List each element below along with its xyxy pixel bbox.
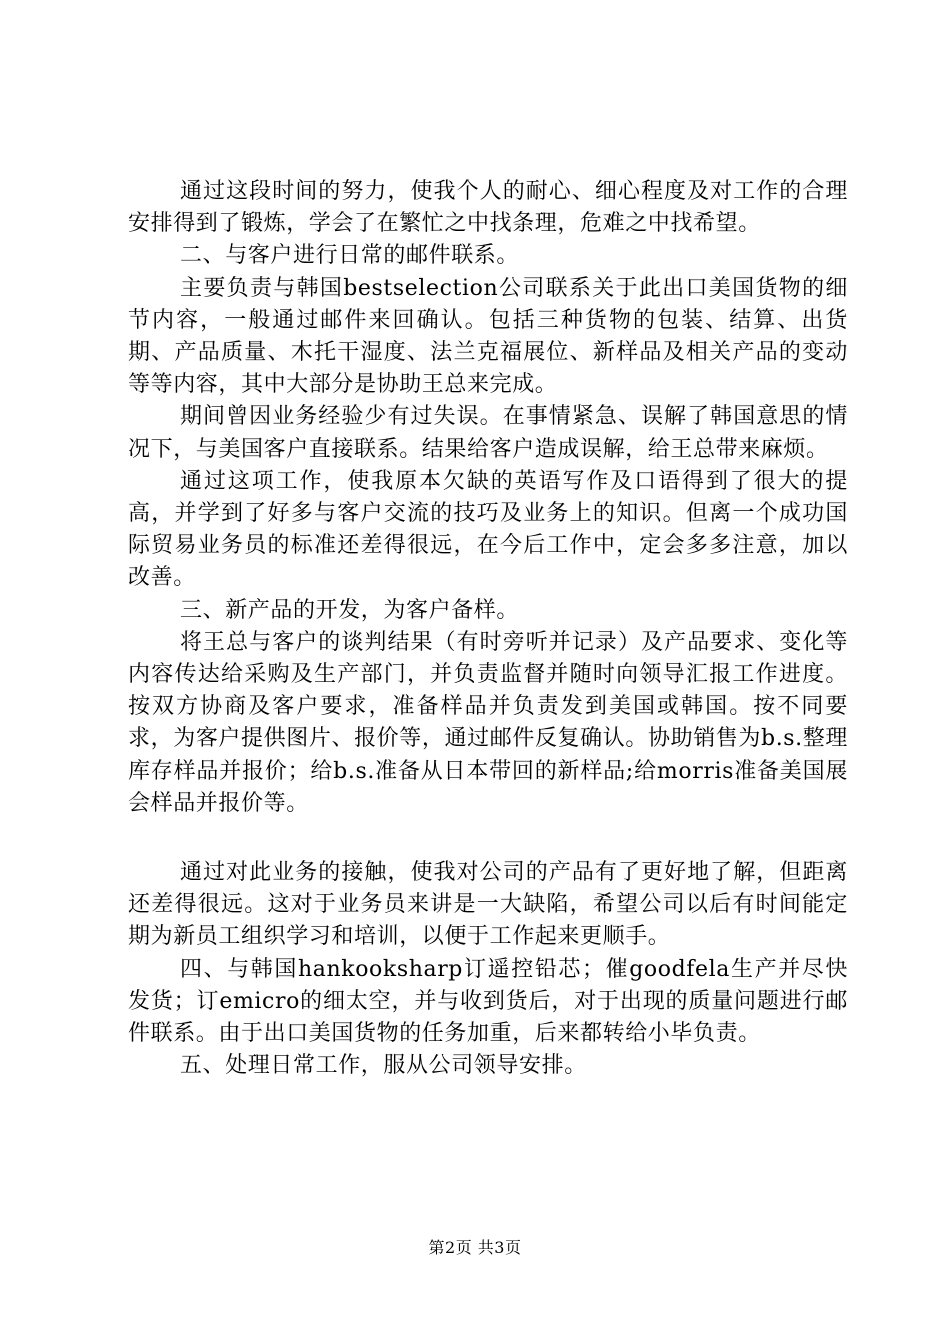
section-heading-new-products: 三、新产品的开发，为客户备样。 bbox=[180, 597, 520, 623]
section-heading-orders: 四、与韩国hankooksharp订遥控铅芯；催goodfela生产并尽快发货；订emicro的细太空，并与收到货后，对于出现的质量问题进行邮件联系。由于出口美国货物的任务加重，后来都转给小毕负责。 bbox=[128, 956, 848, 1047]
paragraph-sample-preparation: 将王总与客户的谈判结果（有时旁听并记录）及产品要求、变化等内容传达给采购及生产部门，并负责监督并随时向领导汇报工作进度。按双方协商及客户要求，准备样品并负责发到美国或韩国。按不同要求，为客户提供图片、报价等，通过邮件反复确认。协助销售为b.s.整理库存样品并报价；给b.s.准备从日本带回的新样品;给morris准备美国展会样品并报价等。 bbox=[128, 629, 848, 816]
section-heading-daily-work: 五、处理日常工作，服从公司领导安排。 bbox=[180, 1053, 587, 1079]
paragraph-summary-patience: 通过这段时间的努力，使我个人的耐心、细心程度及对工作的合理安排得到了锻炼，学会了在繁忙之中找条理，危难之中找希望。 bbox=[128, 179, 848, 237]
paragraph-english-improvement: 通过这项工作，使我原本欠缺的英语写作及口语得到了很大的提高，并学到了好多与客户交流的技巧及业务上的知识。但离一个成功国际贸易业务员的标准还差得很远，在今后工作中，定会多多注意，加以改善。 bbox=[128, 468, 848, 591]
section-heading-email-contact: 二、与客户进行日常的邮件联系。 bbox=[180, 243, 520, 269]
paragraph-korea-contact: 主要负责与韩国bestselection公司联系关于此出口美国货物的细节内容，一般通过邮件来回确认。包括三种货物的包装、结算、出货期、产品质量、木托干湿度、法兰克福展位、新样品及相关产品的变动等等内容，其中大部分是协助王总来完成。 bbox=[128, 275, 848, 398]
paragraph-product-knowledge: 通过对此业务的接触，使我对公司的产品有了更好地了解，但距离还差得很远。这对于业务员来讲是一大缺陷，希望公司以后有时间能定期为新员工组织学习和培训，以便于工作起来更顺手。 bbox=[128, 860, 848, 950]
document-body bbox=[128, 176, 848, 1082]
paragraph-mistake: 期间曾因业务经验少有过失误。在事情紧急、误解了韩国意思的情况下，与美国客户直接联系。结果给客户造成误解，给王总带来麻烦。 bbox=[128, 404, 848, 462]
page-number-footer: 第2页 共3页 bbox=[428, 1238, 522, 1257]
